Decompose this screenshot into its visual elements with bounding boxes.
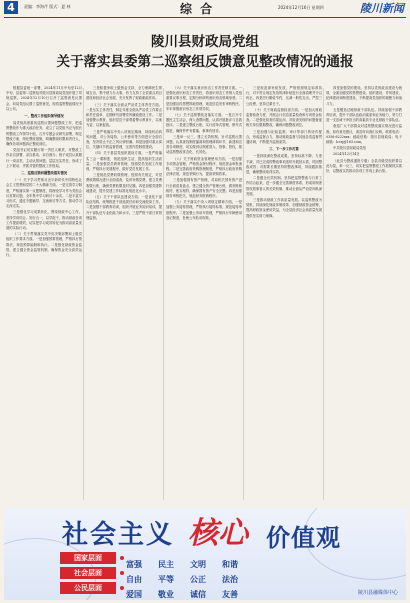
banner-title-accent: 核心 <box>188 516 248 551</box>
article-column <box>166 86 242 502</box>
bullet-icon <box>120 586 124 590</box>
article-paragraph: 中共陵川县财政局党组 <box>333 146 366 151</box>
value-word: 友善 <box>222 589 238 599</box>
values-row-label: 国家层面 <box>60 552 116 564</box>
article-paragraph: （十）关于财政监督检查方面。一是加大财政监督检查力度，开展会计信息质量检查和专项资金检查。二是强化检查结果运用，对检查发现的问题督促相关单位限期整改，确保问题整改到位。 <box>246 107 322 128</box>
value-word: 自由 <box>126 574 142 584</box>
article-paragraph: （六）关于落实意识形态工作责任制方面。一是强化意识形态工作责任，将意识形态工作纳入党组重要议事日程，定期分析研判意识形态领域形势。二是加强宣传思想阵地管理，规范信息发布审核程序，牢牢掌握意识形态工作领导权。 <box>166 86 242 111</box>
values-row-label: 社会层面 <box>60 567 116 579</box>
column-divider <box>323 88 324 500</box>
article-paragraph: 三是举一反三，建立长效机制。针对巡察反馈问题，认真查找制度漏洞和管理薄弱环节，新建和完善各项制度，切实做到以制度管人、管事、管权，推动巡察整改常态化、长效化。 <box>166 134 242 155</box>
article-paragraph: 三是加强与纪检监察、审计等部门的协作配合，形成监督合力，推动财政监督与其他各类监督贯通协调，不断提升监督质效。 <box>246 129 322 145</box>
banner-title: 社会主义 <box>62 520 175 550</box>
banner-title-tail: 价值观 <box>266 523 341 552</box>
page-header <box>0 0 410 16</box>
article-paragraph: 三是加强国有资产管理，对局机关国有资产进行全面清查盘点，建立健全资产管理台账，做到账账相符、账实相符，确保国有资产安全完整。四是加强财务审核把关，规范财务报销程序。 <box>166 178 242 199</box>
article-paragraph: 三是严格落实中央八项规定精神，持续纠治四风问题，对公务接待、公车使用等方面进行全面自查，坚决防止不正之风反弹回潮。四是加强对重点岗位、关键环节的监督管理，完善内控制度建设。 <box>86 129 162 150</box>
newspaper-masthead: 陵川新闻 <box>360 2 404 15</box>
value-word: 民主 <box>158 559 174 569</box>
article-paragraph: 三是强化学习成果转化，围绕财政中心工作，坚持学用结合、知行合一，以学促干，推动财政各项工作提质增效，切实把学习成效转化为推动高质量发展的实际行动。 <box>6 210 82 231</box>
value-word: 法治 <box>222 574 238 584</box>
article-paragraph: （一）关于学习贯彻习近平新时代中国特色社会主义思想和党的二十大精神方面。一是完善学习制度，严格落实第一议题制度，将理论学习作为党组会议首要议题，全年集中学习研讨十余次。二是丰富学习形式，通过专题辅导、交流研讨等方式，推动学习走深走实。 <box>6 178 82 209</box>
article-paragraph: 三是积极争取上级资金支持，全力保障民生领域支出，集中财力办大事，有力支持了全县重点项目建设和经济社会发展，充分发挥了财政职能作用。 <box>86 86 162 101</box>
article-paragraph: （此页为整改通报专版）全县各级党组织要以此为鉴，举一反三，切实把巡察整改工作抓紧抓实抓好，以整改实效推动各项工作再上新台阶。 <box>326 158 402 174</box>
article-paragraph: （七）关于巡察整改及落实方面。一是召开专题民主生活会，深入查摆问题，认真开展批评与自我批评。二是建立整改台账，实行清单式管理、销号式推进，确保件件有着落、事事有回音。 <box>166 113 242 133</box>
article-paragraph: 局党组高度重视巡察反馈问题整改工作，把巡察整改作为重大政治任务，成立了以党组书记为组长的整改工作领导小组，召开专题会议研究部署，制定整改方案，细化整改措施，明确整改时限和责任人，确保各项问题真正整改到位。 <box>6 121 82 147</box>
banner-credit: 陵川县融媒体中心 <box>357 590 398 596</box>
article-column <box>86 86 162 502</box>
article-paragraph: 五是锻造过硬财政干部队伍。持续加强干部教育培训，提升干部队伍政治素质和业务能力，努力打造一支忠诚干净担当的高素质专业化财政干部队伍。 <box>326 107 402 123</box>
article-paragraph: （九）关于落实中央八项规定精神方面。一是加强公务接待管理，严格执行接待标准，规范接待审批程序。二是加强公务用车管理，严格执行车辆使用登记制度，杜绝公车私用现象。 <box>166 200 242 220</box>
article-column <box>246 86 322 502</box>
column-divider <box>243 88 244 500</box>
value-word: 和谐 <box>222 559 238 569</box>
section-title: 综 合 <box>180 2 215 16</box>
bullet-icon <box>120 556 124 560</box>
value-word: 文明 <box>190 559 206 569</box>
page-number: 4 <box>4 1 18 14</box>
article-paragraph: （八）关于财政资金管理使用方面。一是加强专项资金管理，严格资金拨付程序，规范资金审批流程。二是完善政府采购管理制度，严格执行政府采购法律法规，规范采购行为，提高采购效率。 <box>166 156 242 177</box>
article-column <box>6 86 82 502</box>
article-paragraph: 三是规范党费收缴管理，按照有关规定，对党费收缴情况进行全面清查，及时补缴党费，建立党费收缴台账，确保党费收缴及时足额。四是加强党建阵地建设，提升党建工作标准化规范化水平。 <box>86 173 162 193</box>
bullet-icon <box>120 571 124 575</box>
value-word: 公正 <box>190 574 206 584</box>
values-row-label: 公民层面 <box>60 582 116 594</box>
article-paragraph: 根据县委统一部署，2024年11月中旬至12月中旬，县委第二巡察组对陵川县财政局党组开展了常规巡察。2024年12月10日召开了巡察意见反馈会，向局党组反馈了巡察意见。现将巡察整改情况予以公布。 <box>6 86 82 111</box>
article-subheading: 二、巡察反馈问题整改落实情况 <box>20 171 68 176</box>
article-paragraph: （二）关于贯彻落实党中央决策部署和上级党组织工作要求方面。一是加强预算管理，严格执行预算法，规范预算编制和执行。二是强化财政资金监管，建立健全资金监管机制，确保资金安全高效运行。 <box>6 232 82 258</box>
article-paragraph: 三是推动财政工作高质量发展。以巡察整改为契机，持续深化财政体制改革，加强财政资金统筹，提高财政资金使用效益，为全县经济社会高质量发展提供坚实财力保障。 <box>246 198 322 218</box>
article-subheading: 三、下一步工作打算 <box>269 147 299 152</box>
article-paragraph: （三）关于落实全面从严治党主体责任方面。一是压实主体责任，制定年度全面从严治党工作要点和责任清单，定期研究部署党风廉政建设工作。二是加强警示教育，组织党员干部观看警示教育片，以案为鉴、以案促改。 <box>86 102 162 128</box>
article-paragraph: 欢迎广大干部群众对巡察整改落实情况进行监督。如有意见建议，请及时向我们反映。联系电话：0356-6222xxx；邮政信箱：陵川县财政局；电子邮箱：lcczj@163.com。 <box>326 124 402 145</box>
article-paragraph: 党组书记切实履行第一责任人职责，对整改工作亲自部署、亲自推动、亲自督办；班子成员认真履行一岗双责，主动认领问题，层层压实责任，形成了上下联动、齐抓共管的整改工作格局。 <box>6 148 82 168</box>
article-paragraph: （四）关于基层党组织建设方面。一是严格落实三会一课制度，规范组织生活，提高组织生活质量。二是加强党员教育管理，按照党员发展工作细则，严格执行发展程序，做好党员发展工作。 <box>86 151 162 172</box>
editor-credits: 责编：李海芹 版式：夏 林 <box>24 4 71 9</box>
core-values-banner <box>4 508 406 600</box>
article-column <box>326 86 402 502</box>
article-paragraph: 2024年12月14日 <box>333 152 360 157</box>
article-subheading: 一、整改工作组织领导情况 <box>24 114 64 119</box>
value-word: 爱国 <box>126 589 142 599</box>
values-row-citizen <box>60 582 390 599</box>
headline-line-1: 陵川县财政局党组 <box>151 34 259 50</box>
column-divider <box>83 88 84 500</box>
article-paragraph: （五）关于干部队伍建设方面。一是优化干部队伍结构，统筹推进干部选拔任用和交流轮岗工作。二是加强干部教育培训，组织开展业务知识培训，提升干部队伍专业化能力和水平。三是严格干部日常管理监督。 <box>86 195 162 220</box>
article-paragraph: 三是规范津补贴发放，严格按照规定标准执行，对不符合规定发放的津补贴进行全面清理并予以纠正。四是厉行勤俭节约，压减一般性支出，严控三公经费，坚持过紧日子。 <box>246 86 322 106</box>
value-word: 富强 <box>126 559 142 569</box>
column-divider <box>163 88 164 500</box>
values-row-social <box>60 567 390 584</box>
issue-date: 2024年12月16日 星期四 <box>278 5 324 10</box>
value-word: 诚信 <box>190 589 206 599</box>
header-rule <box>4 17 406 18</box>
headline-line-2: 关于落实县委第二巡察组反馈意见整改情况的通报 <box>56 54 354 70</box>
article-paragraph: 二是健全长效机制。坚持把巡察整改与日常工作结合起来，进一步健全完善制度体系，形成用制度管权管事管人的长效机制，推动全面从严治党向纵深发展。 <box>246 176 322 196</box>
value-word: 敬业 <box>158 589 174 599</box>
article-paragraph: 四是加强党的建设。坚持以党的政治建设为统领，全面加强党的思想建设、组织建设、作风建设、纪律建设和制度建设，不断提高党组织的凝聚力和战斗力。 <box>326 86 402 106</box>
values-row-national <box>60 552 390 569</box>
value-word: 平等 <box>158 574 174 584</box>
article-paragraph: 一是持续深化整改成果。坚持标准不降、力度不减，对已完成的整改事项适时开展回头看，巩固整改成效；对需要长期坚持的整改事项，持续跟踪推进，确保整改取得实效。 <box>246 154 322 175</box>
